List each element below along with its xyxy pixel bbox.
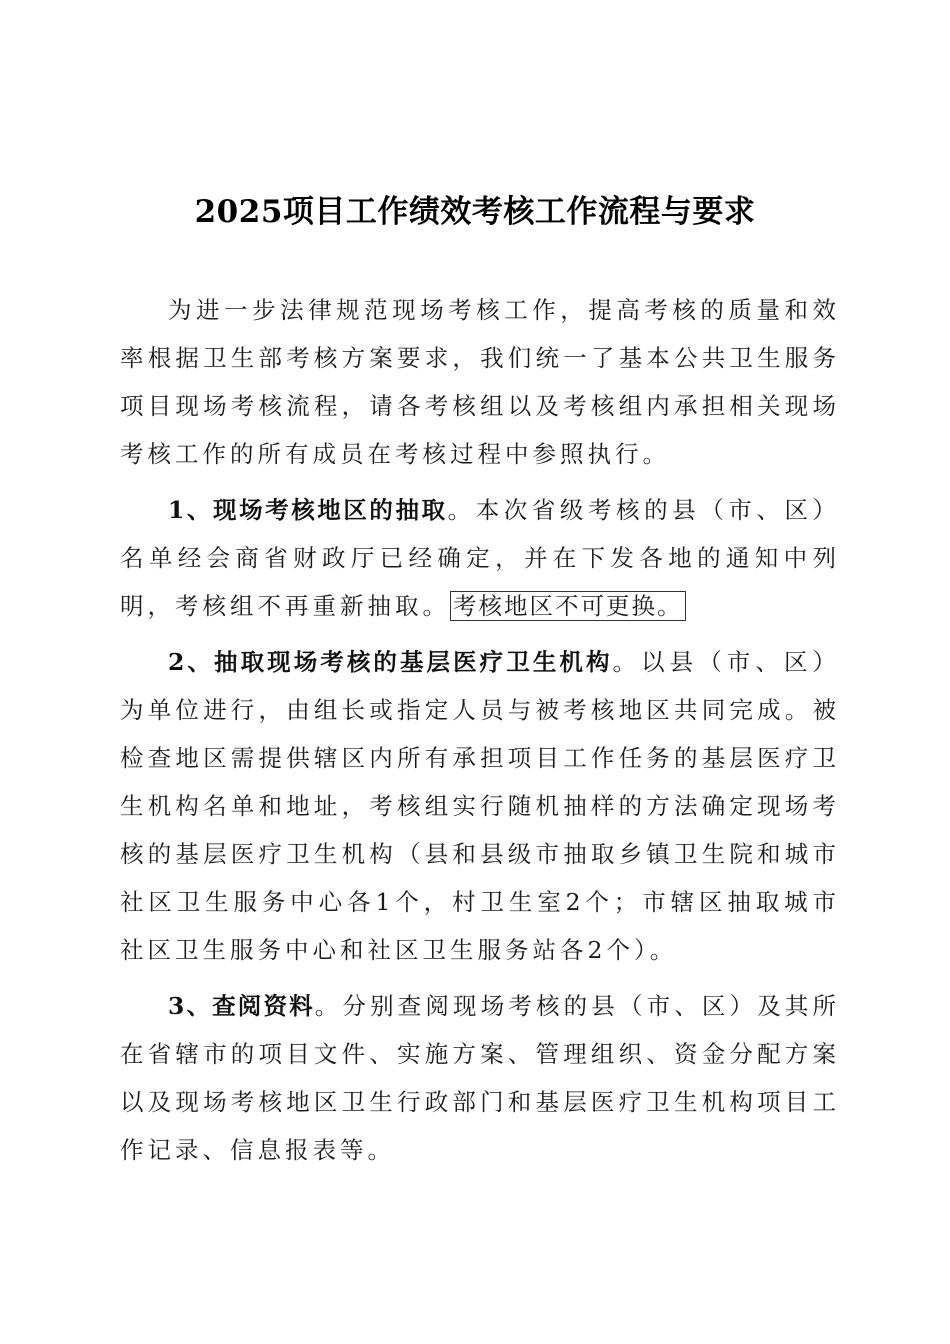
document-title: 2025项目工作绩效考核工作流程与要求 (194, 194, 756, 230)
section-2-heading: 抽取现场考核的基层医疗卫生机构 (214, 648, 613, 676)
section-2-paragraph (120, 638, 840, 974)
section-3-heading: 查阅资料 (212, 992, 315, 1020)
section-1-paragraph (120, 486, 840, 630)
section-3-number: 3、 (168, 992, 213, 1020)
intro-text: 为进一步法律规范现场考核工作，提高考核的质量和效率根据卫生部考核方案要求，我们统一了基本公共卫生服务项目现场考核流程，请各考核组以及考核组内承担相关现场考核工作的所有成员在考核过程中参照执行。 (120, 296, 840, 468)
section-2-number: 2、 (168, 648, 214, 676)
section-3-text: 。分别查阅现场考核的县（市、区）及其所在省辖市的项目文件、实施方案、管理组织、资金分配方案以及现场考核地区卫生行政部门和基层医疗卫生机构项目工作记录、信息报表等。 (120, 992, 840, 1164)
section-1-number: 1、 (168, 496, 213, 524)
section-1-boxed-note: 考核地区不可更换。 (450, 591, 686, 621)
section-1-heading: 现场考核地区的抽取 (213, 496, 448, 524)
document-body (120, 286, 840, 1182)
section-3-paragraph (120, 982, 840, 1174)
section-2-text: 。以县（市、区）为单位进行，由组长或指定人员与被考核地区共同完成。被检查地区需提供辖区内所有承担项目工作任务的基层医疗卫生机构名单和地址，考核组实行随机抽样的方法确定现场考核的基层医疗卫生机构（县和县级市抽取乡镇卫生院和城市社区卫生服务中心各1个，村卫生室2个；市辖区抽取城市社区卫生服务中心和社区卫生服务站各2个）。 (120, 648, 841, 964)
intro-paragraph (120, 286, 840, 478)
section-1-text: 。本次省级考核的县（市、区）名单经会商省财政厅已经确定，并在下发各地的通知中列明，考核组不再重新抽取。 (120, 496, 841, 620)
